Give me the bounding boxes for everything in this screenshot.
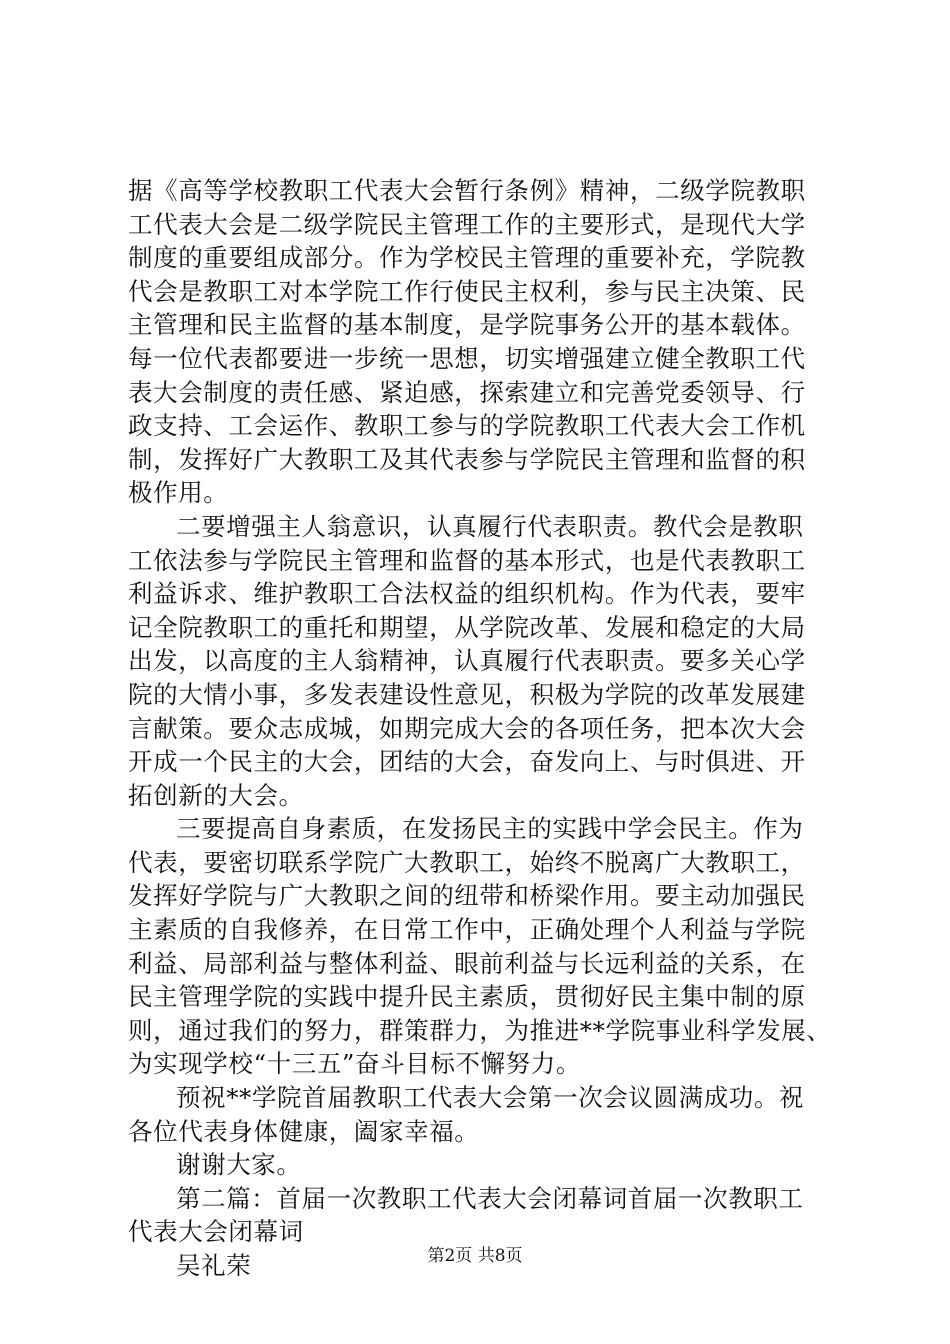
text-line: 每一位代表都要进一步统一思想，切实增强建立健全教职工代	[128, 343, 806, 373]
text-line: 院的大情小事，多发表建设性意见，积极为学院的改革发展建	[128, 679, 806, 709]
text-line: 第二篇：首届一次教职工代表大会闭幕词首届一次教职工	[176, 1183, 804, 1213]
text-line: 代会是教职工对本学院工作行使民主权利，参与民主决策、民	[128, 276, 806, 306]
text-line: 发挥好学院与广大教职之间的纽带和桥梁作用。要主动加强民	[128, 881, 806, 911]
text-line: 制度的重要组成部分。作为学校民主管理的重要补充，学院教	[128, 243, 806, 273]
text-line: 吴礼荣	[176, 1251, 252, 1280]
text-line: 开成一个民主的大会，团结的大会，奋发向上、与时俱进、开	[128, 747, 806, 777]
text-line: 言献策。要众志成城，如期完成大会的各项任务，把本次大会	[128, 713, 806, 743]
text-line: 代表大会闭幕词	[128, 1217, 304, 1247]
text-line: 代表，要密切联系学院广大教职工，始终不脱离广大教职工，	[128, 847, 806, 877]
text-line: 拓创新的大会。	[128, 780, 304, 810]
text-line: 二要增强主人翁意识，认真履行代表职责。教代会是教职	[176, 511, 804, 541]
text-line: 利益、局部利益与整体利益、眼前利益与长远利益的关系，在	[128, 948, 806, 978]
text-line: 三要提高自身素质，在发扬民主的实践中学会民主。作为	[176, 814, 804, 844]
text-line: 为实现学校“十三五”奋斗目标不懈努力。	[128, 1049, 581, 1079]
text-line: 工代表大会是二级学院民主管理工作的主要形式，是现代大学	[128, 209, 806, 239]
text-line: 制，发挥好广大教职工及其代表参与学院民主管理和监督的积	[128, 444, 806, 474]
text-line: 政支持、工会运作、教职工参与的学院教职工代表大会工作机	[128, 411, 806, 441]
text-line: 谢谢大家。	[176, 1150, 302, 1180]
text-line: 极作用。	[128, 478, 229, 508]
text-line: 各位代表身体健康，阖家幸福。	[128, 1116, 480, 1146]
text-line: 据《高等学校教职工代表大会暂行条例》精神，二级学院教职	[128, 176, 806, 205]
text-line: 记全院教职工的重托和期望，从学院改革、发展和稳定的大局	[128, 612, 806, 642]
text-line: 则，通过我们的努力，群策群力，为推进**学院事业科学发展、	[128, 1015, 832, 1045]
text-line: 利益诉求、维护教职工合法权益的组织机构。作为代表，要牢	[128, 579, 806, 609]
text-line: 主管理和民主监督的基本制度，是学院事务公开的基本载体。	[128, 310, 806, 340]
text-line: 出发，以高度的主人翁精神，认真履行代表职责。要多关心学	[128, 646, 806, 676]
text-line: 表大会制度的责任感、紧迫感，探索建立和完善党委领导、行	[128, 377, 806, 407]
page-footer: 第2页 共8页	[427, 1246, 523, 1266]
document-body	[128, 174, 832, 1283]
text-line: 主素质的自我修养，在日常工作中，正确处理个人利益与学院	[128, 915, 806, 945]
text-line: 工依法参与学院民主管理和监督的基本形式，也是代表教职工	[128, 545, 806, 575]
text-line: 预祝**学院首届教职工代表大会第一次会议圆满成功。祝	[176, 1083, 805, 1113]
text-line: 民主管理学院的实践中提升民主素质，贯彻好民主集中制的原	[128, 982, 806, 1012]
